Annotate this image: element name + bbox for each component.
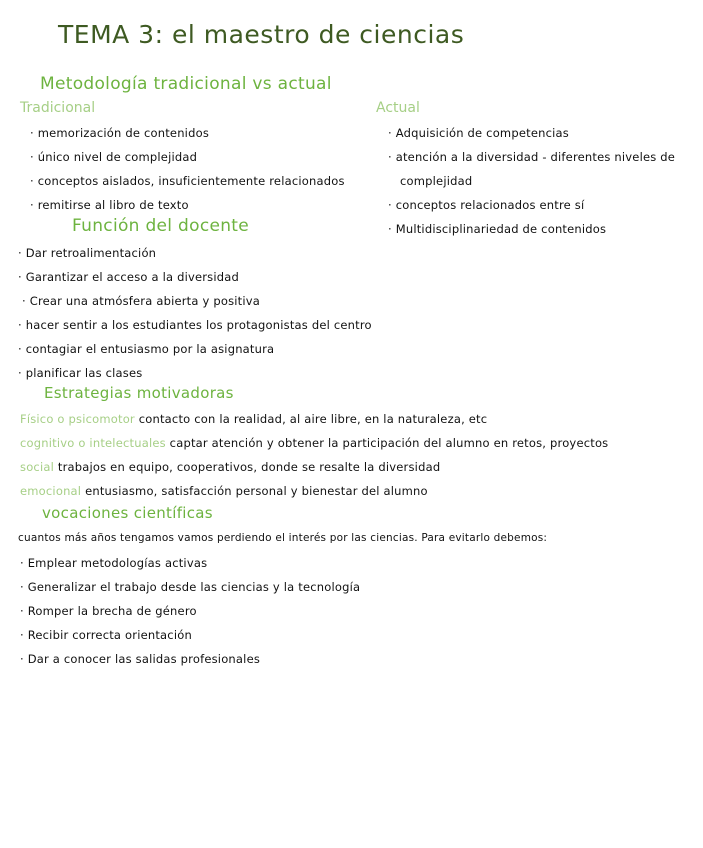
estrategia-row [20,436,608,450]
vocaciones-intro: cuantos más años tengamos vamos perdiendo el interés por las ciencias. Para evitarlo debemos: [18,532,548,544]
vocaciones-item: · Emplear metodologías activas [20,556,208,570]
metodologia-heading: Metodología tradicional vs actual [40,74,332,94]
actual-label: Actual [376,100,420,116]
estrategia-row [20,460,440,474]
vocaciones-item: · Dar a conocer las salidas profesionales [20,652,261,666]
funcion-heading: Función del docente [72,216,250,236]
tradicional-item: · conceptos aislados, insuficientemente relacionados [30,174,345,188]
estrategia-label: cognitivo o intelectuales [20,436,166,450]
actual-item: · conceptos relacionados entre sí [388,198,585,212]
funcion-item: · Dar retroalimentación [18,246,157,260]
vocaciones-item: · Generalizar el trabajo desde las ciencias y la tecnología [20,580,361,594]
tradicional-item: · memorización de contenidos [30,126,210,140]
estrategia-label: Físico o psicomotor [20,412,135,426]
tradicional-item: · remitirse al libro de texto [30,198,189,212]
tradicional-item: · único nivel de complejidad [30,150,198,164]
estrategias-heading: Estrategias motivadoras [44,384,234,402]
estrategia-text: captar atención y obtener la participación del alumno en retos, proyectos [169,436,609,450]
estrategia-text: contacto con la realidad, al aire libre, en la naturaleza, etc [138,412,488,426]
vocaciones-item: · Romper la brecha de género [20,604,197,618]
estrategia-text: entusiasmo, satisfacción personal y bienestar del alumno [85,484,428,498]
funcion-item: · planificar las clases [18,366,143,380]
tradicional-label: Tradicional [20,100,96,116]
funcion-item: · hacer sentir a los estudiantes los protagonistas del centro [18,318,372,332]
funcion-item: · contagiar el entusiasmo por la asignatura [18,342,275,356]
funcion-item: · Garantizar el acceso a la diversidad [18,270,240,284]
actual-item: · atención a la diversidad - diferentes niveles de [388,150,676,164]
page-title: TEMA 3: el maestro de ciencias [58,20,465,49]
actual-item: · Adquisición de competencias [388,126,569,140]
estrategia-row [20,484,428,498]
vocaciones-item: · Recibir correcta orientación [20,628,192,642]
estrategia-row [20,412,487,426]
vocaciones-heading: vocaciones científicas [42,504,213,522]
funcion-item: · Crear una atmósfera abierta y positiva [22,294,261,308]
estrategia-text: trabajos en equipo, cooperativos, donde se resalte la diversidad [57,460,441,474]
actual-item: · Multidisciplinariedad de contenidos [388,222,607,236]
estrategia-label: social [20,460,54,474]
estrategia-label: emocional [20,484,82,498]
actual-item: complejidad [400,174,473,188]
